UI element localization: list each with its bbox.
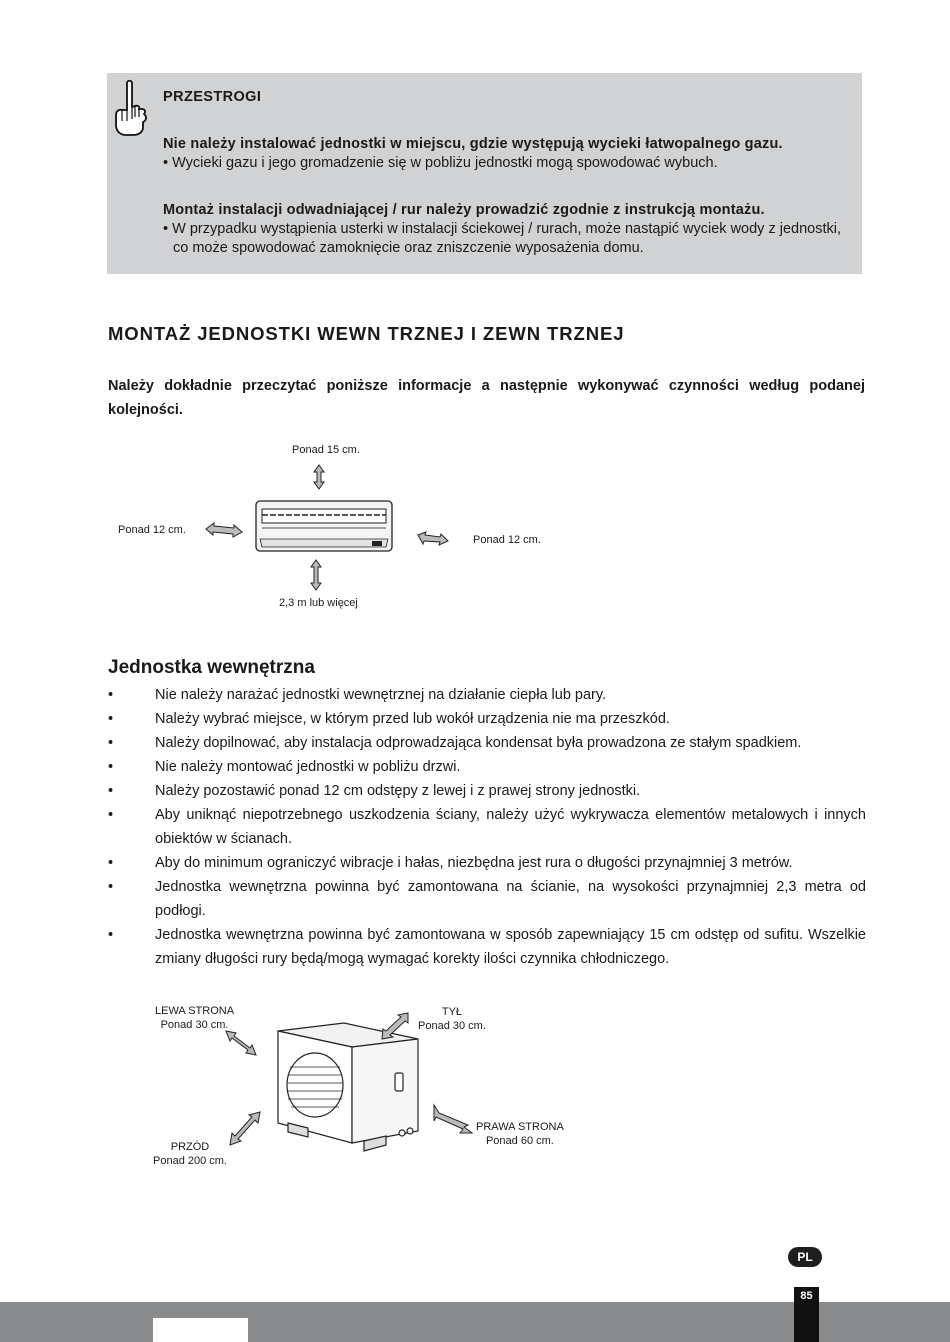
warning-item-2-lead: Montaż instalacji odwadniającej / rur należy prowadzić zgodnie z instrukcją montażu. <box>163 202 765 218</box>
arrow-left-side-icon <box>226 1031 256 1055</box>
warning-item-1-lead: Nie należy instalować jednostki w miejscu, gdzie występują wycieki łatwopalnego gazu. <box>163 136 783 152</box>
list-item: • Nie należy montować jednostki w pobliżu drzwi. <box>108 759 461 775</box>
language-badge: PL <box>788 1247 822 1267</box>
outdoor-right-clearance: PRAWA STRONA Ponad 60 cm. <box>476 1121 564 1147</box>
list-item: • Aby do minimum ograniczyć wibracje i hałas, niezbędna jest rura o długości przynajmniej 3 metrów. <box>108 855 793 871</box>
outdoor-unit-illustration <box>278 1023 418 1151</box>
list-item: • Jednostka wewnętrzna powinna być zamontowana w sposób zapewniający 15 cm odstęp od sufitu. Wszelkie zmiany długości rury będą/mogą wymagać korekty ilości czynnika chłodniczego. <box>108 927 866 967</box>
arrow-left-icon <box>206 523 242 537</box>
pointing-hand-icon <box>113 79 147 137</box>
arrow-right-side-icon <box>434 1105 472 1133</box>
list-item: • Należy pozostawić ponad 12 cm odstępy z lewej i z prawej strony jednostki. <box>108 783 641 799</box>
list-item: • Jednostka wewnętrzna powinna być zamontowana na ścianie, na wysokości przynajmniej 2,3 metra od podłogi. <box>108 879 866 919</box>
arrow-right-icon <box>418 532 448 545</box>
list-item: • Nie należy narażać jednostki wewnętrznej na działanie ciepła lub pary. <box>108 687 607 703</box>
arrow-up-icon <box>314 465 324 489</box>
footer-white-block <box>153 1318 248 1342</box>
indoor-requirements-list <box>108 683 866 971</box>
indoor-unit-illustration <box>256 501 392 551</box>
section-title: MONTAŻ JEDNOSTKI WEWN TRZNEJ I ZEWN TRZNEJ <box>108 323 625 344</box>
indoor-left-clearance-label: Ponad 12 cm. <box>118 524 186 536</box>
indoor-right-clearance-label: Ponad 12 cm. <box>473 534 541 546</box>
page-number: 85 <box>794 1287 819 1342</box>
list-item: • Aby uniknąć niepotrzebnego uszkodzenia ściany, należy użyć wykrywacza elementów metalowych i innych obiektów w ścianach. <box>108 807 866 847</box>
warning-item-1 <box>163 135 858 173</box>
outdoor-front-clearance: PRZÓD Ponad 200 cm. <box>153 1141 227 1167</box>
warning-item-1-text: • Wycieki gazu i jego gromadzenie się w pobliżu jednostki mogą spowodować wybuch. <box>163 155 718 171</box>
list-item: • Należy wybrać miejsce, w którym przed lub wokół urządzenia nie ma przeszkód. <box>108 711 670 727</box>
indoor-top-clearance-label: Ponad 15 cm. <box>292 444 360 456</box>
indoor-bottom-clearance-label: 2,3 m lub więcej <box>279 597 358 609</box>
indoor-unit-diagram <box>200 455 460 605</box>
outdoor-back-clearance: TYŁ Ponad 30 cm. <box>418 1006 486 1032</box>
warning-item-2 <box>163 201 858 258</box>
outdoor-left-clearance: LEWA STRONA Ponad 30 cm. <box>155 1005 235 1031</box>
warning-title: PRZESTROGI <box>163 89 262 105</box>
section-intro: Należy dokładnie przeczytać poniższe informacje a następnie wykonywać czynności według podanej kolejności. <box>108 378 865 418</box>
warning-box <box>107 73 862 274</box>
list-item: • Należy dopilnować, aby instalacja odprowadzająca kondensat była prowadzona ze stałym spadkiem. <box>108 735 802 751</box>
arrow-front-icon <box>230 1112 260 1145</box>
arrow-down-icon <box>311 560 321 590</box>
indoor-unit-heading: Jednostka wewnętrzna <box>108 657 315 678</box>
warning-item-2-text: • W przypadku wystąpienia usterki w instalacji ściekowej / rurach, może nastąpić wyciek wody z jednostki, co może spowodować zamoknięcie oraz zniszczenie wyposażenia domu. <box>163 221 841 256</box>
